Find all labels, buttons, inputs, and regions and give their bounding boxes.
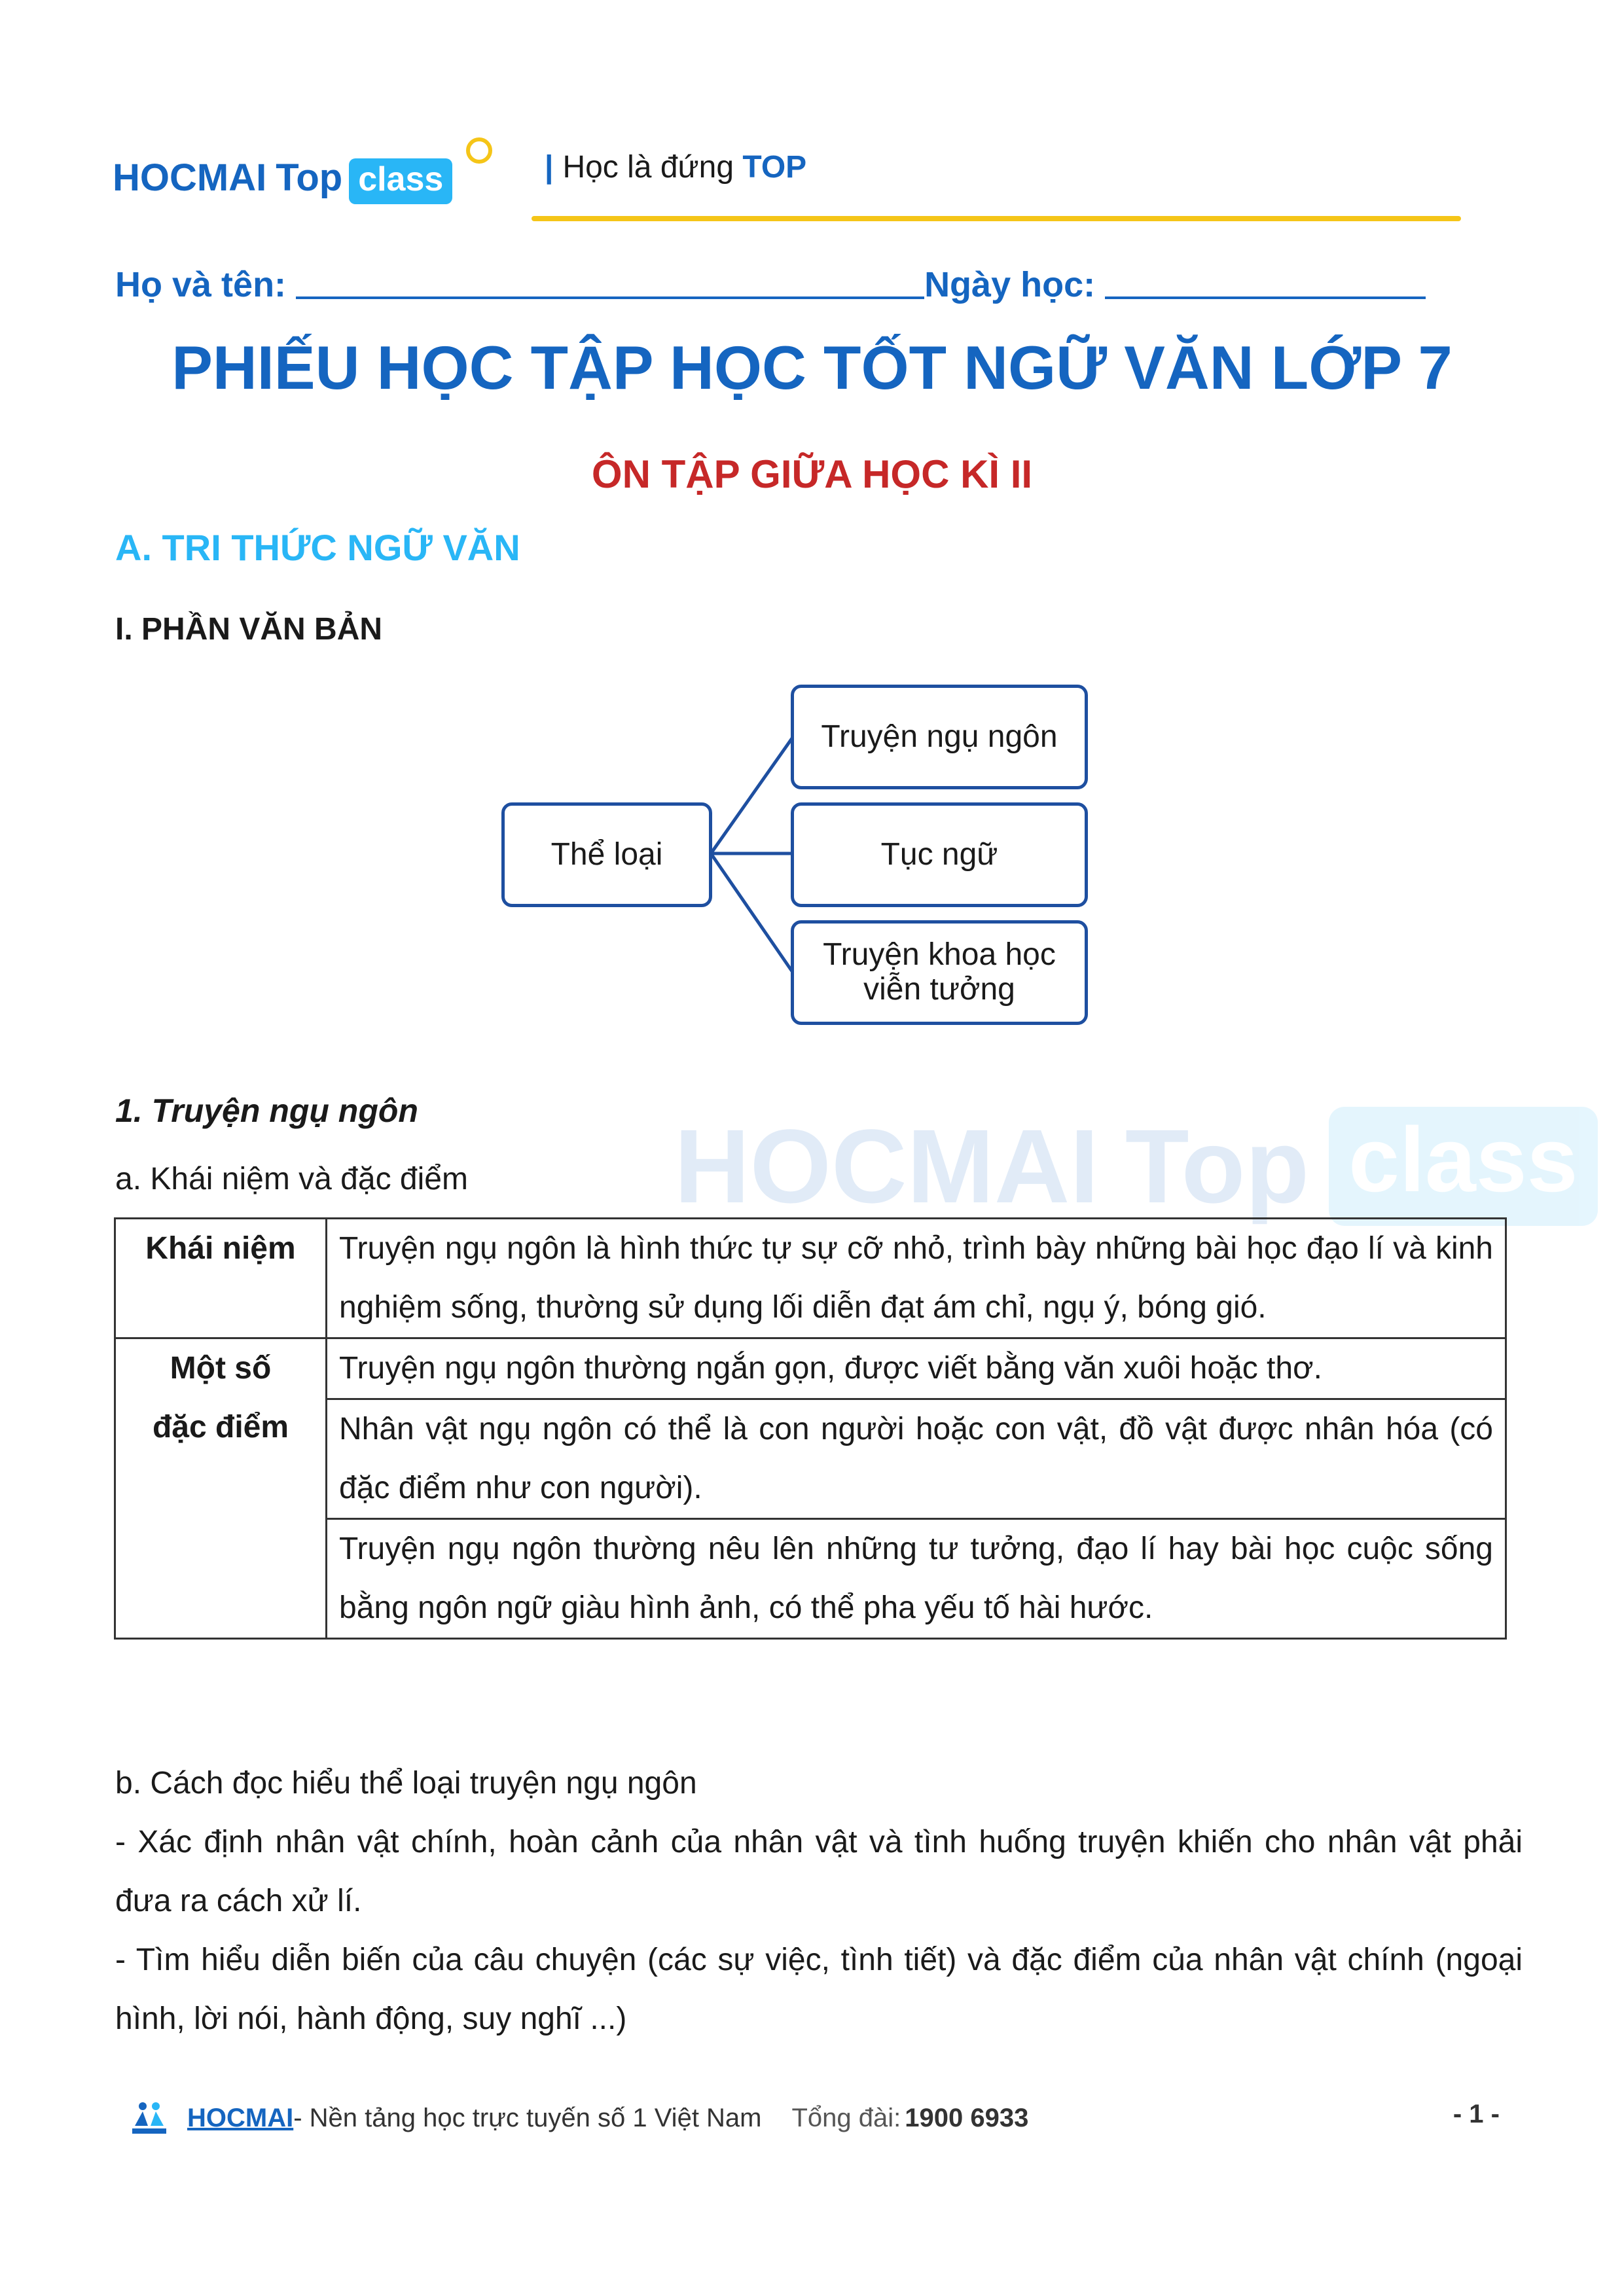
bullet-1: - Xác định nhân vật chính, hoàn cảnh của nhân vật và tình huống truyện khiến cho nhân vật phải đưa ra cách xử lí. [115,1825,1523,1918]
part1-heading: 1. Truyện ngụ ngôn [115,1092,418,1129]
page-number: - 1 - [1453,2100,1500,2128]
part1-sub-a: a. Khái niệm và đặc điểm [115,1162,468,1196]
footer [128,2100,1028,2136]
concept-table [114,1217,1507,1640]
part1-sub-b: b. Cách đọc hiểu thể loại truyện ngụ ngôn [115,1766,697,1801]
watermark-hocmai: HOCMAI [674,1107,1099,1225]
diagram-node-truyen-ngu-ngon [791,685,1088,789]
table-header-cell: Khái niệm [115,1219,327,1338]
watermark-class: class [1329,1107,1597,1226]
table-cell: Nhân vật ngụ ngôn có thể là con người hoặc con vật, đồ vật được nhân hóa (có đặc điểm như con người). [327,1399,1506,1519]
slogan-top: TOP [742,150,807,185]
diagram-node-tuc-ngu [791,802,1088,907]
table-row [115,1338,1506,1399]
diagram-root-label: Thể loại [550,836,663,872]
table-header-cell [115,1338,327,1639]
diagram-node-label: Tục ngữ [880,836,998,872]
connector-3 [711,853,792,971]
section-i-heading: I. PHẦN VĂN BẢN [115,612,383,647]
bullet-2: - Tìm hiểu diễn biến của câu chuyện (các sự việc, tình tiết) và đặc điểm của nhân vật chính (ngoại hình, lời nói, hành động, suy nghĩ ...) [115,1943,1523,2036]
diagram-node-truyen-khoa-hoc [791,920,1088,1025]
footer-hotline-label: Tổng đài: [791,2103,901,2132]
table-cell: Truyện ngụ ngôn thường ngắn gọn, được viết bằng văn xuôi hoặc thơ. [327,1338,1506,1399]
slogan-bar: | [545,150,554,185]
page-title: PHIẾU HỌC TẬP HỌC TỐT NGỮ VĂN LỚP 7 [171,333,1453,402]
table-cell: Truyện ngụ ngôn là hình thức tự sự cỡ nhỏ, trình bày những bài học đạo lí và kinh nghiệm sống, thường sử dụng lối diễn đạt ám chỉ, ngụ ý, bóng gió. [327,1219,1506,1338]
watermark-top: Top [1125,1107,1310,1225]
connector-1 [711,738,792,853]
table-header-line: đặc điểm [152,1410,289,1444]
diagram-node-label: Truyện ngụ ngôn [821,719,1058,754]
table-row [115,1219,1506,1338]
diagram-node-label: Truyện khoa học [823,937,1056,973]
logo-hocmai-text: HOCMAI [113,156,267,199]
diagram-node-label: viễn tưởng [863,972,1015,1007]
section-a-heading: A. TRI THỨC NGỮ VĂN [115,527,520,568]
hocmai-footer-logo-icon [128,2100,170,2136]
page-subtitle: ÔN TẬP GIỮA HỌC KÌ II [591,452,1033,496]
watermark-logo [674,1106,1598,1227]
diagram-root-node [501,802,712,907]
logo-top-text: Top [276,156,343,199]
date-label: Ngày học: [924,265,1096,304]
footer-brand-link[interactable]: HOCMAI [187,2103,294,2132]
table-header-line: Một số [170,1351,272,1386]
logo-class-badge: class [349,158,452,204]
footer-hotline: 1900 6933 [905,2103,1029,2132]
name-label: Họ và tên: [115,265,287,304]
table-cell: Truyện ngụ ngôn thường nêu lên những tư tưởng, đạo lí hay bài học cuộc sống bằng ngôn ngữ giàu hình ảnh, có thể pha yếu tố hài hước. [327,1519,1506,1639]
footer-tagline: - Nền tảng học trực tuyến số 1 Việt Nam [293,2103,762,2132]
slogan-text: Học là đứng [562,150,734,185]
